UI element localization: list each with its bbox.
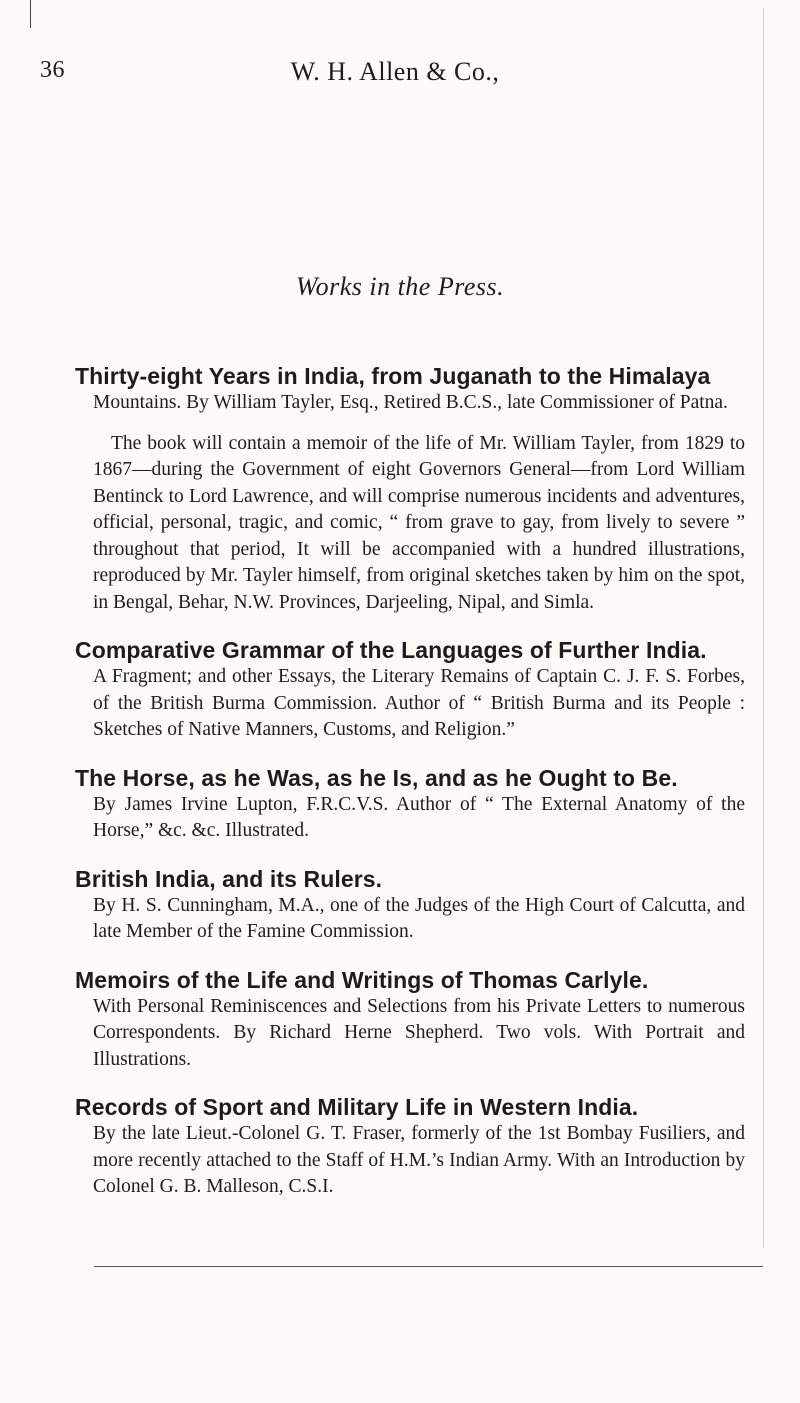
page-edge-right [763, 8, 766, 1248]
entry-title: Comparative Grammar of the Languages of Further India. [75, 637, 707, 663]
page-bottom-rule [94, 1266, 763, 1267]
entry-title: Memoirs of the Life and Writings of Thomas Carlyle. [75, 966, 649, 993]
entry-body: By H. S. Cunningham, M.A., one of the Judges of the High Court of Calcutta, and late Member of the Famine Commission. [93, 894, 745, 942]
entry-body: By James Irvine Lupton, F.R.C.V.S. Author of “ The External Anatomy of the Horse,” &c. &c. Illustrated. [93, 793, 745, 841]
entry-title: British India, and its Rulers. [75, 865, 383, 892]
entry-records-of-sport [75, 1093, 745, 1201]
page-edge-mark [30, 0, 37, 28]
publisher-heading: W. H. Allen & Co., [290, 57, 500, 86]
entry-comparative-grammar [75, 636, 745, 744]
entry-the-horse [75, 764, 745, 845]
entry-thirty-eight-years [75, 362, 745, 616]
entry-title: Thirty-eight Years in India, from Juganath to the Himalaya [75, 363, 711, 389]
page-number: 36 [40, 57, 65, 83]
entry-body: Mountains. By William Tayler, Esq., Retired B.C.S., late Commissioner of Patna. [93, 392, 728, 413]
entry-body: A Fragment; and other Essays, the Literary Remains of Captain C. J. F. S. Forbes, of the British Burma Commission. Author of “ British Burma and its People : Sketches of Native Manners, Customs, and Religion.” [93, 666, 745, 740]
entry-british-india [75, 865, 745, 946]
entry-body: By the late Lieut.-Colonel G. T. Fraser, formerly of the 1st Bombay Fusiliers, and more recently attached to the Staff of H.M.’s Indian Army. With an Introduction by Colonel G. B. Malleson, C.S.I. [93, 1123, 745, 1197]
entry-title: The Horse, as he Was, as he Is, and as he Ought to Be. [75, 764, 678, 791]
running-head [0, 57, 800, 97]
section-title: Works in the Press. [295, 272, 505, 301]
entry-description: The book will contain a memoir of the life of Mr. William Tayler, from 1829 to 1867—during the Government of eight Governors General—from Lord William Bentinck to Lord Lawrence, and will comprise numerous incidents and adventures, official, personal, tragic, and comic, “ from grave to gay, from lively to severe ” throughout that period, It will be accompanied with a hundred illustrations, reproduced by Mr. Tayler himself, from original sketches taken by him on the spot, in Bengal, Behar, N.W. Provinces, Darjeeling, Nipal, and Simla. [93, 432, 745, 613]
entries-list [75, 362, 745, 1221]
entry-body: With Personal Reminiscences and Selections from his Private Letters to numerous Correspondents. By Richard Herne Shepherd. Two vols. With Portrait and Illustrations. [93, 995, 745, 1070]
entry-title: Records of Sport and Military Life in Western India. [75, 1094, 639, 1120]
entry-carlyle-memoirs [75, 966, 745, 1074]
